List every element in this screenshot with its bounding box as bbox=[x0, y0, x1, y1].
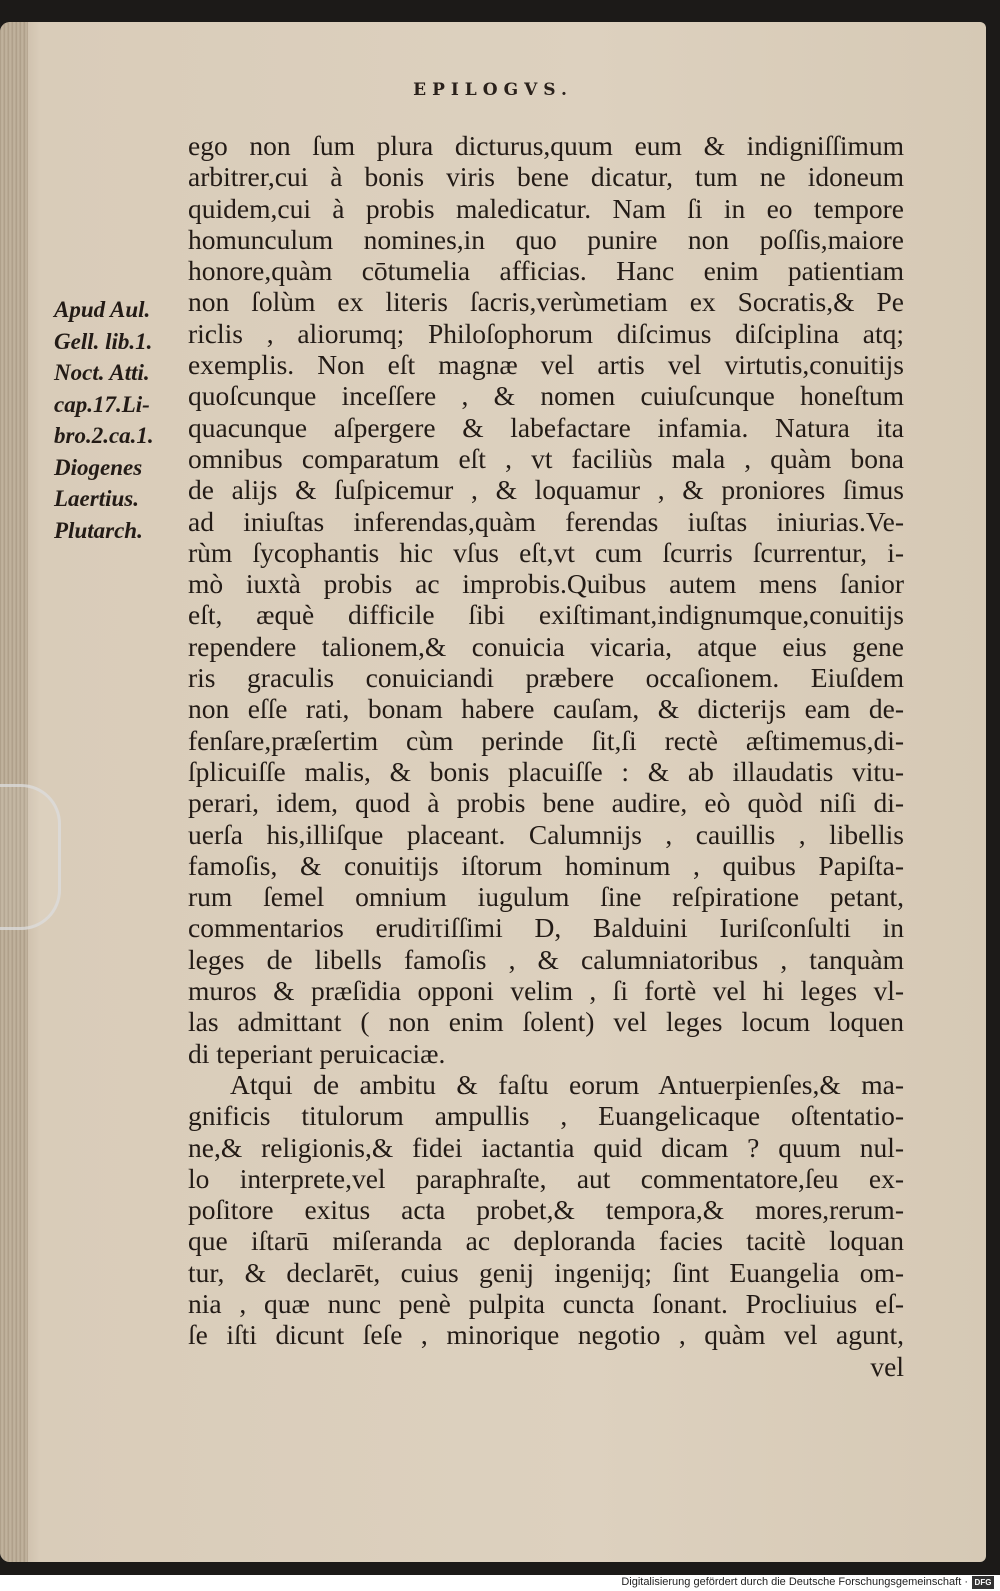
text-line: uerſa his,illiſque placeant. Calumnijs , cauillis , libellis bbox=[188, 818, 904, 850]
text-line: exemplis. Non eſt magnæ vel artis vel virtutis,conuitijs bbox=[188, 349, 904, 381]
text-line: quoſcunque inceſſere , & nomen cuiuſcunque honeſtum bbox=[188, 380, 904, 412]
marginal-note: Laertius. bbox=[54, 486, 139, 511]
text-line: ad iniuſtas inferendas,quàm ferendas iuſtas iniurias.Ve- bbox=[188, 505, 904, 537]
text-line: ne,& religionis,& fidei iactantia quid dicam ? quum nul- bbox=[188, 1131, 904, 1163]
marginal-note: cap.17.Li- bbox=[54, 391, 150, 417]
text-line: eſt, æquè difficile ſibi exiſtimant,indignumque,conuitijs bbox=[188, 599, 904, 631]
marginal-note: Noct. Atti. bbox=[54, 360, 150, 385]
text-line: arbitrer,cui à bonis viris bene dicatur, tum ne idoneum bbox=[188, 161, 904, 193]
text-line: non ſolùm ex literis ſacris,verùmetiam ex Socratis,& Pe bbox=[188, 286, 904, 318]
text-line: di teperiant peruicaciæ. bbox=[188, 1037, 446, 1069]
text-line: omnibus comparatum eſt , vt faciliùs mala , quàm bona bbox=[188, 442, 904, 474]
text-line: leges de libells famoſis , & calumniatoribus , tanquàm bbox=[188, 943, 904, 975]
marginal-note: bro.2.ca.1. bbox=[54, 423, 154, 448]
text-line: nia , quæ nunc penè pulpita cuncta ſonant. Procliuius eſ- bbox=[188, 1287, 904, 1319]
text-line: ſe iſti dicunt ſeſe , minorique negotio , quàm vel agunt, bbox=[188, 1319, 904, 1351]
text-line: lo interprete,vel paraphraſte, aut commentatore,ſeu ex- bbox=[188, 1162, 904, 1194]
marginal-note: Diogenes bbox=[54, 454, 143, 480]
text-line: rum ſemel omnium iugulum ſine reſpiratione petant, bbox=[188, 881, 904, 913]
text-line: poſitore exitus acta probet,& tempora,& mores,rerum- bbox=[188, 1194, 904, 1226]
text-line: riclis , aliorumq; Philoſophorum diſcimus diſciplina atq; bbox=[188, 317, 904, 349]
running-head: EPILOGVS. bbox=[413, 80, 573, 100]
body-text bbox=[188, 130, 904, 1382]
text-line: famoſis, & conuitijs iſtorum hominum , quibus Papiſta- bbox=[188, 849, 904, 881]
text-line: las admittant ( non enim ſolent) vel leges locum loquen bbox=[188, 1006, 904, 1038]
text-line: commentarios erudiτiſſimi D, Balduini Iuriſconſulti in bbox=[188, 912, 904, 944]
text-line: fenſare,præſertim cùm perinde ſit,ſi rectè æſtimemus,di- bbox=[188, 724, 904, 756]
text-line: rùm ſycophantis hic vſus eſt,vt cum ſcurris ſcurrentur, i- bbox=[188, 536, 904, 568]
text-line: ſplicuiſſe malis, & bonis placuiſſe : & ab illaudatis vitu- bbox=[188, 755, 904, 787]
text-line: mò iuxtà probis ac improbis.Quibus autem mens ſanior bbox=[188, 568, 904, 600]
text-line: perari, idem, quod à probis bene audire, eò quòd niſi di- bbox=[188, 787, 904, 819]
text-line: de alijs & ſuſpicemur , & loquamur , & proniores ſimus bbox=[188, 474, 904, 506]
text-line: quidem,cui à probis maledicatur. Nam ſi in eo tempore bbox=[188, 192, 904, 224]
text-line: Atqui de ambitu & faſtu eorum Antuerpienſes,& ma- bbox=[230, 1068, 904, 1100]
marginal-note: Plutarch. bbox=[54, 517, 143, 543]
marginal-note: Gell. lib.1. bbox=[54, 328, 153, 354]
text-line: tur, & declarēt, cuius genij ingenijq; ſint Euangelia om- bbox=[188, 1256, 904, 1288]
text-line: muros & præſidia opponi velim , ſi fortè vel hi leges vl- bbox=[188, 975, 904, 1007]
text-line: non eſſe rati, bonam habere cauſam, & dicterijs eam de- bbox=[188, 693, 904, 725]
footer-bar bbox=[0, 1575, 1000, 1591]
text-line: quacunque aſpergere & labefactare infamia. Natura ita bbox=[188, 411, 904, 443]
catchword: vel bbox=[870, 1350, 904, 1382]
text-line: ego non ſum plura dicturus,quum eum & indigniſſimum bbox=[188, 130, 904, 161]
marginal-note: Apud Aul. bbox=[54, 297, 151, 322]
marginal-notes bbox=[54, 294, 194, 546]
footer-credit: Digitalisierung gefördert durch die Deutsche Forschungsgemeinschaft · bbox=[621, 1576, 968, 1588]
text-line: ris graculis conuiciandi præbere occaſionem. Eiuſdem bbox=[188, 662, 904, 694]
text-line: que iſtarū miſeranda ac deploranda facies tacitè loquan bbox=[188, 1225, 904, 1257]
text-line: homunculum nomines,in quo punire non poſſis,maiore bbox=[188, 223, 904, 255]
text-line: rependere talionem,& conuicia vicaria, atque eius gene bbox=[188, 630, 904, 662]
dfg-logo: DFG bbox=[972, 1576, 994, 1589]
text-line: gnificis titulorum ampullis , Euangelicaque oſtentatio- bbox=[188, 1100, 904, 1132]
page-clip bbox=[0, 784, 61, 930]
text-line: honore,quàm cōtumelia afficias. Hanc enim patientiam bbox=[188, 255, 904, 287]
book-page bbox=[0, 22, 986, 1562]
